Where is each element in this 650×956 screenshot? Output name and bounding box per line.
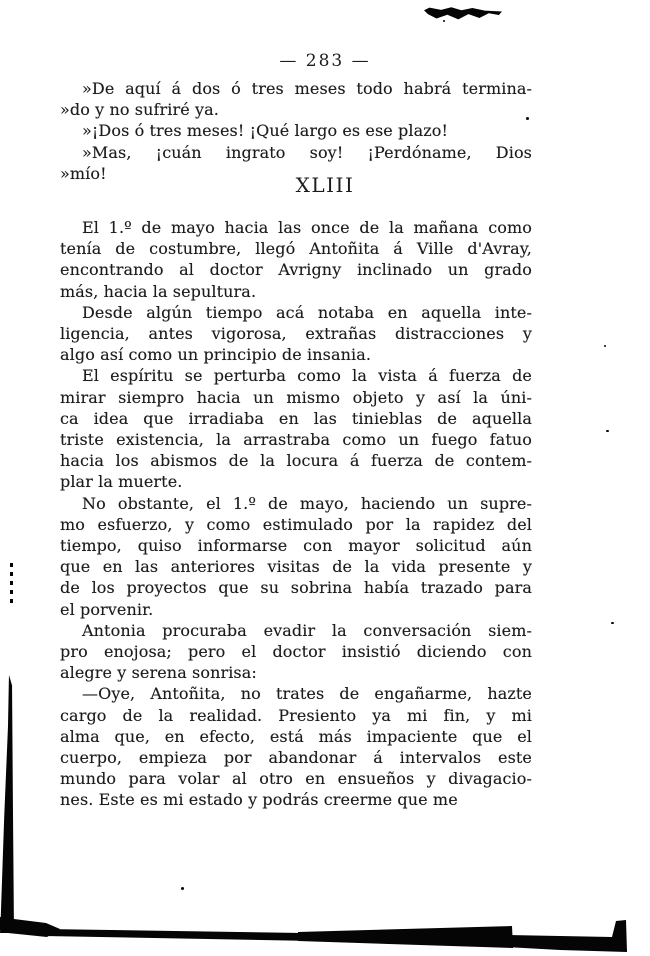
text-line: mo esfuerzo, y como estimulado por la rapidez del xyxy=(60,514,532,534)
text-line: tenía de costumbre, llegó Antoñita á Ville d'Avray, xyxy=(60,239,532,259)
text-line: alegre y serena sonrisa: xyxy=(60,663,257,683)
text-line: plar la muerte. xyxy=(60,472,183,492)
body-paragraphs-block xyxy=(60,217,532,811)
text-line: No obstante, el 1.º de mayo, haciendo un supre- xyxy=(82,493,532,513)
text-line: ligencia, antes vigorosa, extrañas distracciones y xyxy=(60,324,532,344)
ink-speck xyxy=(604,345,606,347)
text-line: »mío! xyxy=(60,163,107,183)
text-line: algo así como un principio de insania. xyxy=(60,345,372,365)
text-line: hacia los abismos de la locura á fuerza de contem- xyxy=(60,451,532,471)
ink-speck xyxy=(606,430,609,432)
text-line: —Oye, Antoñita, no trates de engañarme, hazte xyxy=(82,684,532,704)
text-line: cargo de la realidad. Presiento ya mi fin, y mi xyxy=(60,705,532,725)
ink-speck xyxy=(181,887,184,890)
ink-speck xyxy=(526,117,529,120)
text-line: cuerpo, empieza por abandonar á intervalos este xyxy=(60,748,532,768)
text-line: triste existencia, la arrastraba como un fuego fatuo xyxy=(60,430,532,450)
text-line: tiempo, quiso informarse con mayor solicitud aún xyxy=(60,536,532,556)
page-number: — 283 — xyxy=(279,51,371,71)
text-line: de los proyectos que su sobrina había trazado para xyxy=(60,578,532,598)
scan-shadow-band-bottom xyxy=(0,905,650,956)
ink-speck xyxy=(611,622,614,624)
scan-streak-left xyxy=(10,563,13,607)
ink-speck xyxy=(443,20,445,22)
text-line: encontrando al doctor Avrigny inclinado un grado xyxy=(60,260,532,280)
text-line: »De aquí á dos ó tres meses todo habrá termina- xyxy=(82,79,532,98)
text-line: El 1.º de mayo hacia las once de la mañana como xyxy=(82,218,532,237)
text-line: pro enojosa; pero el doctor insistió diciendo con xyxy=(60,642,532,662)
text-line: »do y no sufriré ya. xyxy=(60,100,219,120)
text-line: »¡Dos ó tres meses! ¡Qué largo es ese plazo! xyxy=(82,121,449,141)
text-line: »Mas, ¡cuán ingrato soy! ¡Perdóname, Dios xyxy=(82,142,532,162)
text-line: mundo para volar al otro en ensueños y divagacio- xyxy=(60,769,532,789)
text-line: alma que, en efecto, está más impaciente que el xyxy=(60,726,532,746)
text-line: más, hacia la sepultura. xyxy=(60,281,257,301)
scan-shadow-wedge-left xyxy=(0,675,14,933)
text-line: nes. Este es mi estado y podrás creerme que me xyxy=(60,790,458,810)
text-line: Desde algún tiempo acá notaba en aquella inte- xyxy=(82,302,532,322)
text-line: Antonia procuraba evadir la conversación siem- xyxy=(82,620,532,640)
text-line: El espíritu se perturba como la vista á fuerza de xyxy=(82,366,532,386)
text-line: que en las anteriores visitas de la vida presente y xyxy=(60,557,532,577)
text-line: el porvenir. xyxy=(60,599,154,619)
text-line: mirar siempro hacia un mismo objeto y así la úni- xyxy=(60,387,532,407)
quote-paragraphs-block xyxy=(60,78,532,184)
chapter-heading: XLIII xyxy=(295,173,355,197)
scan-smudge-top-right-icon xyxy=(424,7,502,20)
text-line: ca idea que irradiaba en las tinieblas de aquella xyxy=(60,408,532,428)
